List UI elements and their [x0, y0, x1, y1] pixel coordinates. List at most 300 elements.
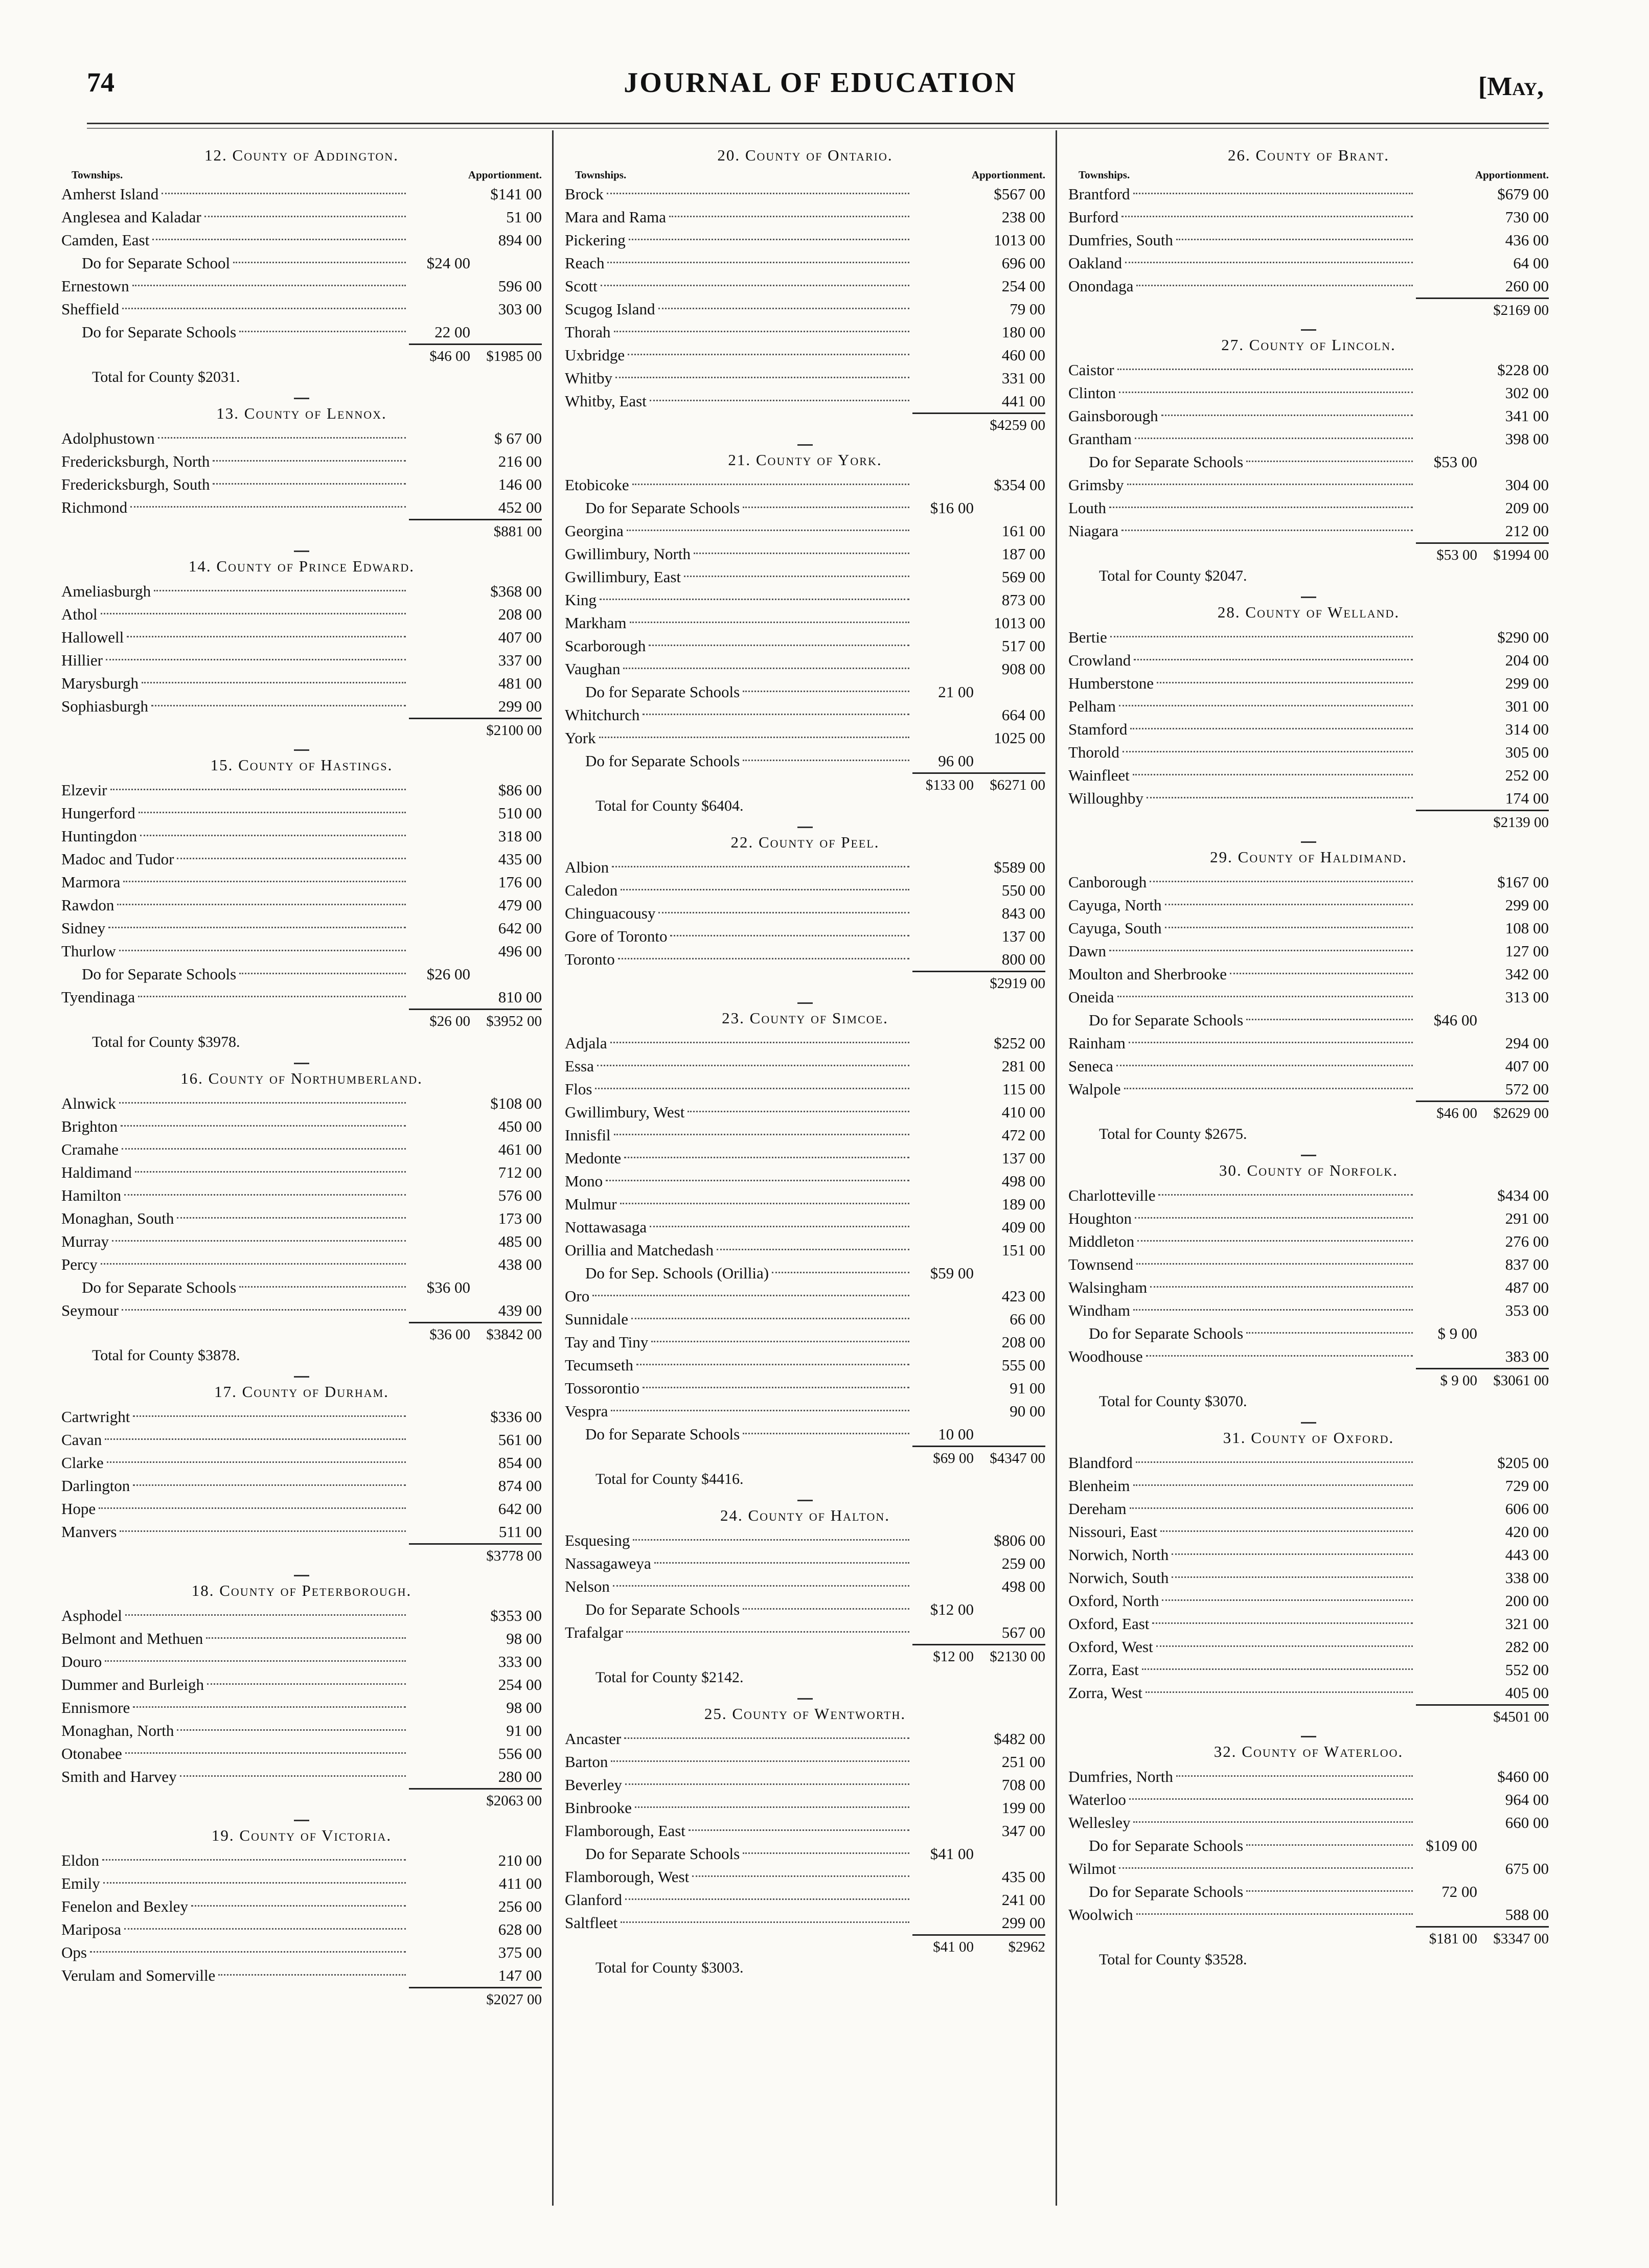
township-row [61, 1742, 542, 1765]
apportionment-amount: 460 00 [1001, 346, 1045, 364]
separate-school-sum [912, 413, 974, 435]
dot-leader [1117, 996, 1413, 997]
separate-school-amount: $ 9 00 [1437, 1324, 1477, 1342]
township-row [61, 251, 542, 274]
dot-leader [125, 1614, 406, 1616]
township-name: Richmond [61, 498, 128, 516]
dot-leader [1109, 507, 1413, 508]
township-row [565, 320, 1045, 343]
township-row [1068, 519, 1549, 542]
township-name: Do for Sep. Schools (Orillia) [585, 1264, 769, 1282]
township-name: Wainfleet [1068, 766, 1130, 784]
dot-leader [139, 812, 406, 813]
apportionment-amount: 337 00 [498, 651, 542, 669]
township-name: Saltfleet [565, 1914, 618, 1932]
township-name: Reach [565, 254, 605, 272]
separate-school-sum [1416, 1704, 1477, 1727]
township-row [1068, 182, 1549, 205]
apportionment-amount: 174 00 [1505, 789, 1549, 807]
township-row [1068, 1276, 1549, 1299]
sum-row [1068, 1926, 1549, 1949]
county-title: 27. County of Lincoln. [1221, 336, 1396, 354]
township-row [1068, 1253, 1549, 1276]
county-section [61, 146, 542, 388]
township-name: Hillier [61, 651, 103, 669]
township-name: Oxford, West [1068, 1638, 1153, 1656]
dot-leader [122, 1148, 406, 1150]
township-row [565, 1552, 1045, 1575]
township-name: Scarborough [565, 637, 646, 655]
apportionment-amount: $679 00 [1497, 185, 1549, 203]
apportionment-amount: 280 00 [498, 1768, 542, 1785]
township-row [565, 182, 1045, 205]
township-name: Flamborough, West [565, 1868, 690, 1886]
dot-leader [103, 1882, 406, 1884]
township-name: Douro [61, 1653, 102, 1670]
sum-row [565, 1644, 1045, 1666]
township-name: Pickering [565, 231, 626, 249]
sum-row [1068, 297, 1549, 320]
dot-leader [121, 1125, 406, 1127]
apportionment-amount: 161 00 [1001, 522, 1045, 540]
township-row [61, 963, 542, 986]
county-title: 31. County of Oxford. [1223, 1429, 1394, 1447]
township-name: Ops [61, 1943, 87, 1961]
township-row [61, 1161, 542, 1184]
apportionment-amount: 572 00 [1505, 1080, 1549, 1098]
township-row [565, 565, 1045, 588]
separate-school-sum: $53 00 [1416, 542, 1477, 565]
separate-school-amount: $46 00 [1433, 1011, 1477, 1029]
dot-leader [1123, 751, 1413, 752]
apportionment-amount: 409 00 [1001, 1218, 1045, 1236]
township-row [565, 1262, 1045, 1285]
county-section [1068, 329, 1549, 587]
apportionment-sum: $2027 00 [470, 1987, 542, 2009]
township-row [61, 1696, 542, 1719]
apportionment-amount: 438 00 [498, 1255, 542, 1273]
dot-leader [1152, 1622, 1413, 1624]
township-name: Oneida [1068, 988, 1114, 1006]
township-row [61, 1719, 542, 1742]
dot-leader [1157, 682, 1413, 683]
county-section [61, 1575, 542, 1811]
township-row [61, 894, 542, 917]
column-1 [61, 143, 542, 2019]
dot-leader [654, 1562, 909, 1564]
apportionment-amount: 642 00 [498, 919, 542, 937]
apportionment-amount: 675 00 [1505, 1860, 1549, 1877]
separate-school-sum [409, 519, 470, 541]
dot-leader [218, 1974, 406, 1976]
dot-leader [119, 950, 406, 951]
apportionment-amount: $252 00 [994, 1034, 1045, 1052]
county-total: Total for County $4416. [596, 1471, 744, 1487]
separate-school-amount: 22 00 [434, 323, 470, 341]
dot-leader [110, 789, 406, 790]
county-title: 16. County of Northumberland. [180, 1069, 423, 1087]
township-row [61, 182, 542, 205]
township-name: Huntingdon [61, 827, 138, 845]
apportionment-amount: 510 00 [498, 804, 542, 822]
dot-leader [601, 285, 909, 286]
township-row [565, 879, 1045, 902]
township-row [1068, 1078, 1549, 1101]
dot-leader [1116, 1065, 1413, 1066]
township-name: Percy [61, 1255, 98, 1273]
apportionment-amount: 299 00 [1505, 896, 1549, 914]
dot-leader [1246, 461, 1413, 462]
separate-school-amount: 21 00 [938, 683, 974, 701]
township-name: Thorah [565, 323, 611, 341]
column-3 [1068, 143, 1549, 1980]
dot-leader [743, 1608, 909, 1610]
apportionment-amount: 108 00 [1505, 919, 1549, 937]
township-name: Do for Separate Schools [585, 499, 740, 517]
township-name: Etobicoke [565, 476, 629, 494]
township-row [61, 320, 542, 343]
apportionment-amount: 208 00 [1001, 1333, 1045, 1351]
section-divider [1301, 1736, 1316, 1737]
apportionment-amount: 338 00 [1505, 1569, 1549, 1587]
township-name: Hallowell [61, 628, 124, 646]
apportionment-amount: 708 00 [1001, 1776, 1045, 1794]
apportionment-amount: 212 00 [1505, 522, 1549, 540]
county-section [565, 1500, 1045, 1689]
apportionment-amount: 894 00 [498, 231, 542, 249]
apportionment-amount: $353 00 [490, 1607, 542, 1624]
township-row [1068, 1811, 1549, 1834]
township-row [61, 1964, 542, 1987]
dot-leader [1129, 1042, 1413, 1043]
township-name: Mono [565, 1172, 603, 1190]
apportionment-amount: 51 00 [506, 208, 542, 226]
dot-leader [621, 889, 909, 890]
township-name: Caistor [1068, 361, 1114, 379]
township-name: Anglesea and Kaladar [61, 208, 201, 226]
apportionment-amount: $108 00 [490, 1094, 542, 1112]
dot-leader [1133, 1484, 1413, 1486]
township-row [1068, 940, 1549, 963]
dot-leader [1146, 1355, 1413, 1357]
dot-leader [630, 622, 909, 623]
dot-leader [1246, 1019, 1413, 1020]
township-row [565, 1423, 1045, 1446]
separate-school-amount: $16 00 [930, 499, 974, 517]
dot-leader [649, 645, 909, 646]
dot-leader [152, 239, 406, 240]
dot-leader [101, 613, 406, 614]
dot-leader [717, 1249, 909, 1250]
county-section [61, 1820, 542, 2009]
township-name: Smith and Harvey [61, 1768, 177, 1785]
apportionment-amount: 189 00 [1001, 1195, 1045, 1213]
apportionment-amount: 696 00 [1001, 254, 1045, 272]
apportionment-amount: 180 00 [1001, 323, 1045, 341]
county-section [565, 1002, 1045, 1491]
county-total: Total for County $2675. [1099, 1126, 1247, 1142]
apportionment-amount: 91 00 [1010, 1379, 1045, 1397]
sum-row [1068, 1368, 1549, 1390]
dot-leader [124, 1928, 406, 1930]
apportionment-amount: 98 00 [506, 1699, 542, 1716]
separate-school-amount: $109 00 [1426, 1837, 1477, 1854]
apportionment-amount: 567 00 [1001, 1623, 1045, 1641]
apportionment-amount: $336 00 [490, 1408, 542, 1426]
township-name: Walpole [1068, 1080, 1121, 1098]
township-row [1068, 1055, 1549, 1078]
apportionment-sum: $3347 00 [1477, 1926, 1549, 1949]
county-section [61, 398, 542, 541]
section-divider [294, 1376, 309, 1378]
apportionment-amount: 173 00 [498, 1209, 542, 1227]
apportionment-amount: 303 00 [498, 300, 542, 318]
apportionment-amount: 550 00 [1001, 881, 1045, 899]
township-name: Sophiasburgh [61, 697, 148, 715]
apportionment-amount: 511 00 [498, 1523, 542, 1541]
township-name: Adolphustown [61, 429, 155, 447]
township-name: Sunnidale [565, 1310, 628, 1328]
township-name: Do for Separate Schools [1089, 1011, 1244, 1029]
dot-leader [624, 1157, 909, 1158]
apportionment-sum: $2139 00 [1477, 810, 1549, 832]
township-row [1068, 894, 1549, 917]
township-row [565, 1308, 1045, 1331]
township-name: Thurlow [61, 942, 116, 960]
township-row [1068, 787, 1549, 810]
dot-leader [90, 1951, 406, 1953]
township-name: Fredericksburgh, North [61, 452, 210, 470]
township-name: Orillia and Matchedash [565, 1241, 714, 1259]
township-row [61, 1872, 542, 1895]
township-name: Tay and Tiny [565, 1333, 649, 1351]
column-2 [565, 143, 1045, 1988]
township-name: Ancaster [565, 1730, 622, 1748]
dot-leader [106, 659, 406, 660]
township-row [61, 626, 542, 649]
dot-leader [191, 1905, 406, 1907]
apportionment-amount: 199 00 [1001, 1799, 1045, 1817]
township-name: Esquesing [565, 1531, 630, 1549]
header-rule-secondary [87, 128, 1549, 129]
dot-leader [133, 1706, 406, 1708]
township-name: Flos [565, 1080, 592, 1098]
column-divider [1056, 130, 1057, 2206]
section-divider [294, 398, 309, 399]
apportionment-sum: $1994 00 [1477, 542, 1549, 565]
township-name: Nissouri, East [1068, 1523, 1157, 1541]
dot-leader [632, 484, 909, 485]
apportionment-amount: 375 00 [498, 1943, 542, 1961]
dot-leader [1176, 1775, 1413, 1777]
township-row [61, 1520, 542, 1543]
township-row [565, 1400, 1045, 1423]
separate-school-sum [409, 718, 470, 740]
township-row [565, 1147, 1045, 1170]
township-name: Oro [565, 1287, 590, 1305]
township-name: Whitby, East [565, 392, 647, 410]
county-total: Total for County $3978. [92, 1034, 240, 1050]
apportionment-amount: 873 00 [1001, 591, 1045, 609]
township-name: Marmora [61, 873, 121, 891]
township-name: Canborough [1068, 873, 1147, 891]
apportionment-amount: 576 00 [498, 1186, 542, 1204]
apportionment-amount: 398 00 [1505, 430, 1549, 448]
county-title: 13. County of Lennox. [216, 404, 387, 422]
township-name: Houghton [1068, 1209, 1132, 1227]
dot-leader [1246, 1844, 1413, 1846]
apportionment-sum: $2962 [974, 1934, 1045, 1957]
apportionment-amount: 1013 00 [994, 614, 1045, 632]
township-name: Tossorontio [565, 1379, 639, 1397]
dot-leader [658, 912, 909, 913]
apportionment-amount: 729 00 [1505, 1477, 1549, 1495]
township-name: Norwich, North [1068, 1546, 1169, 1564]
dot-leader [658, 308, 909, 309]
county-total: Total for County $3528. [1099, 1951, 1247, 1968]
apportionment-amount: 837 00 [1505, 1255, 1549, 1273]
apportionment-amount: 281 00 [1001, 1057, 1045, 1075]
apportionment-sum: $4347 00 [974, 1446, 1045, 1468]
township-row [1068, 963, 1549, 986]
dot-leader [1165, 927, 1413, 928]
township-name: King [565, 591, 597, 609]
dot-leader [206, 1637, 406, 1639]
township-name: Do for Separate Schools [585, 1845, 740, 1863]
township-name: Belmont and Methuen [61, 1630, 203, 1647]
apportionment-amount: $567 00 [994, 185, 1045, 203]
township-row [565, 1331, 1045, 1354]
apportionment-amount: $354 00 [994, 476, 1045, 494]
apportionment-amount: 341 00 [1505, 407, 1549, 425]
dot-leader [1130, 1507, 1413, 1509]
township-row [61, 672, 542, 695]
dot-leader [636, 1364, 909, 1365]
township-row [565, 366, 1045, 390]
dot-leader [1162, 1599, 1413, 1601]
township-row [61, 427, 542, 450]
dot-leader [625, 1783, 909, 1785]
dot-leader [1110, 636, 1413, 637]
apportionment-amount: 98 00 [506, 1630, 542, 1647]
apportionment-amount: 256 00 [498, 1897, 542, 1915]
section-divider [797, 1500, 813, 1501]
township-row [61, 1115, 542, 1138]
township-name: Murray [61, 1232, 109, 1250]
dot-leader [688, 1111, 909, 1112]
township-name: Bertie [1068, 628, 1107, 646]
township-name: Zorra, West [1068, 1684, 1142, 1702]
dot-leader [120, 1530, 406, 1532]
apportionment-amount: 66 00 [1010, 1310, 1045, 1328]
township-name: Whitchurch [565, 706, 640, 724]
apportionment-amount: 407 00 [498, 628, 542, 646]
township-row [61, 580, 542, 603]
township-row [61, 1428, 542, 1451]
township-name: Burford [1068, 208, 1119, 226]
township-name: Zorra, East [1068, 1661, 1139, 1679]
apportionment-amount: 313 00 [1505, 988, 1549, 1006]
apportionment-amount: $205 00 [1497, 1454, 1549, 1472]
township-name: Do for Separate School [82, 254, 231, 272]
township-row [1068, 1765, 1549, 1788]
township-row [61, 1276, 542, 1299]
sum-row [565, 772, 1045, 795]
township-row [61, 1405, 542, 1428]
apportionment-amount: 642 00 [498, 1500, 542, 1518]
separate-school-amount: 72 00 [1441, 1883, 1477, 1900]
township-name: Do for Separate Schools [1089, 1324, 1244, 1342]
township-row [1068, 274, 1549, 297]
township-row [61, 917, 542, 940]
dot-leader [1127, 484, 1413, 485]
township-row [1068, 1589, 1549, 1612]
apportionment-amount: 481 00 [498, 674, 542, 692]
county-section [565, 444, 1045, 817]
township-name: Monaghan, North [61, 1722, 174, 1739]
apportionment-amount: 176 00 [498, 873, 542, 891]
apportionment-amount: $806 00 [994, 1531, 1045, 1549]
apportionment-amount: $ 67 00 [494, 429, 542, 447]
separate-school-sum [409, 1987, 470, 2009]
apportionment-amount: $589 00 [994, 858, 1045, 876]
apportionment-amount: 291 00 [1505, 1209, 1549, 1227]
township-name: Townsend [1068, 1255, 1133, 1273]
township-name: Gwillimbury, East [565, 568, 681, 586]
apportionment-amount: 485 00 [498, 1232, 542, 1250]
county-section [61, 1063, 542, 1367]
township-row [1068, 450, 1549, 473]
township-name: Albion [565, 858, 609, 876]
county-title: 19. County of Victoria. [211, 1826, 392, 1844]
separate-school-amount: $53 00 [1433, 453, 1477, 471]
township-name: Whitby [565, 369, 612, 387]
apportionment-amount: 569 00 [1001, 568, 1045, 586]
dot-leader [233, 262, 406, 263]
township-row [61, 1299, 542, 1322]
township-row [61, 496, 542, 519]
township-row [1068, 228, 1549, 251]
township-row [1068, 1345, 1549, 1368]
dot-leader [1130, 728, 1413, 729]
township-name: Onondaga [1068, 277, 1134, 295]
township-name: Do for Separate Schools [585, 1425, 740, 1443]
township-row [61, 824, 542, 847]
township-name: Haldimand [61, 1163, 132, 1181]
township-name: Adjala [565, 1034, 607, 1052]
township-row [1068, 1322, 1549, 1345]
apportionment-amount: 439 00 [498, 1301, 542, 1319]
township-row [565, 1888, 1045, 1911]
county-title: 25. County of Wentworth. [704, 1705, 906, 1723]
dot-leader [599, 737, 909, 738]
county-title: 32. County of Waterloo. [1213, 1743, 1404, 1760]
dot-leader [628, 354, 909, 355]
township-name: Woolwich [1068, 1906, 1133, 1923]
township-row [565, 1032, 1045, 1055]
township-row [61, 603, 542, 626]
dot-leader [595, 1088, 909, 1089]
township-name: Verulam and Somerville [61, 1966, 216, 1984]
dot-leader [650, 1226, 909, 1227]
county-title: 15. County of Hastings. [210, 756, 393, 774]
township-name: Grimsby [1068, 476, 1124, 494]
township-name: Ameliasburgh [61, 582, 151, 600]
apportionment-amount: 436 00 [1505, 231, 1549, 249]
county-section [61, 749, 542, 1053]
county-title: 26. County of Brant. [1227, 146, 1390, 164]
township-row [61, 778, 542, 801]
